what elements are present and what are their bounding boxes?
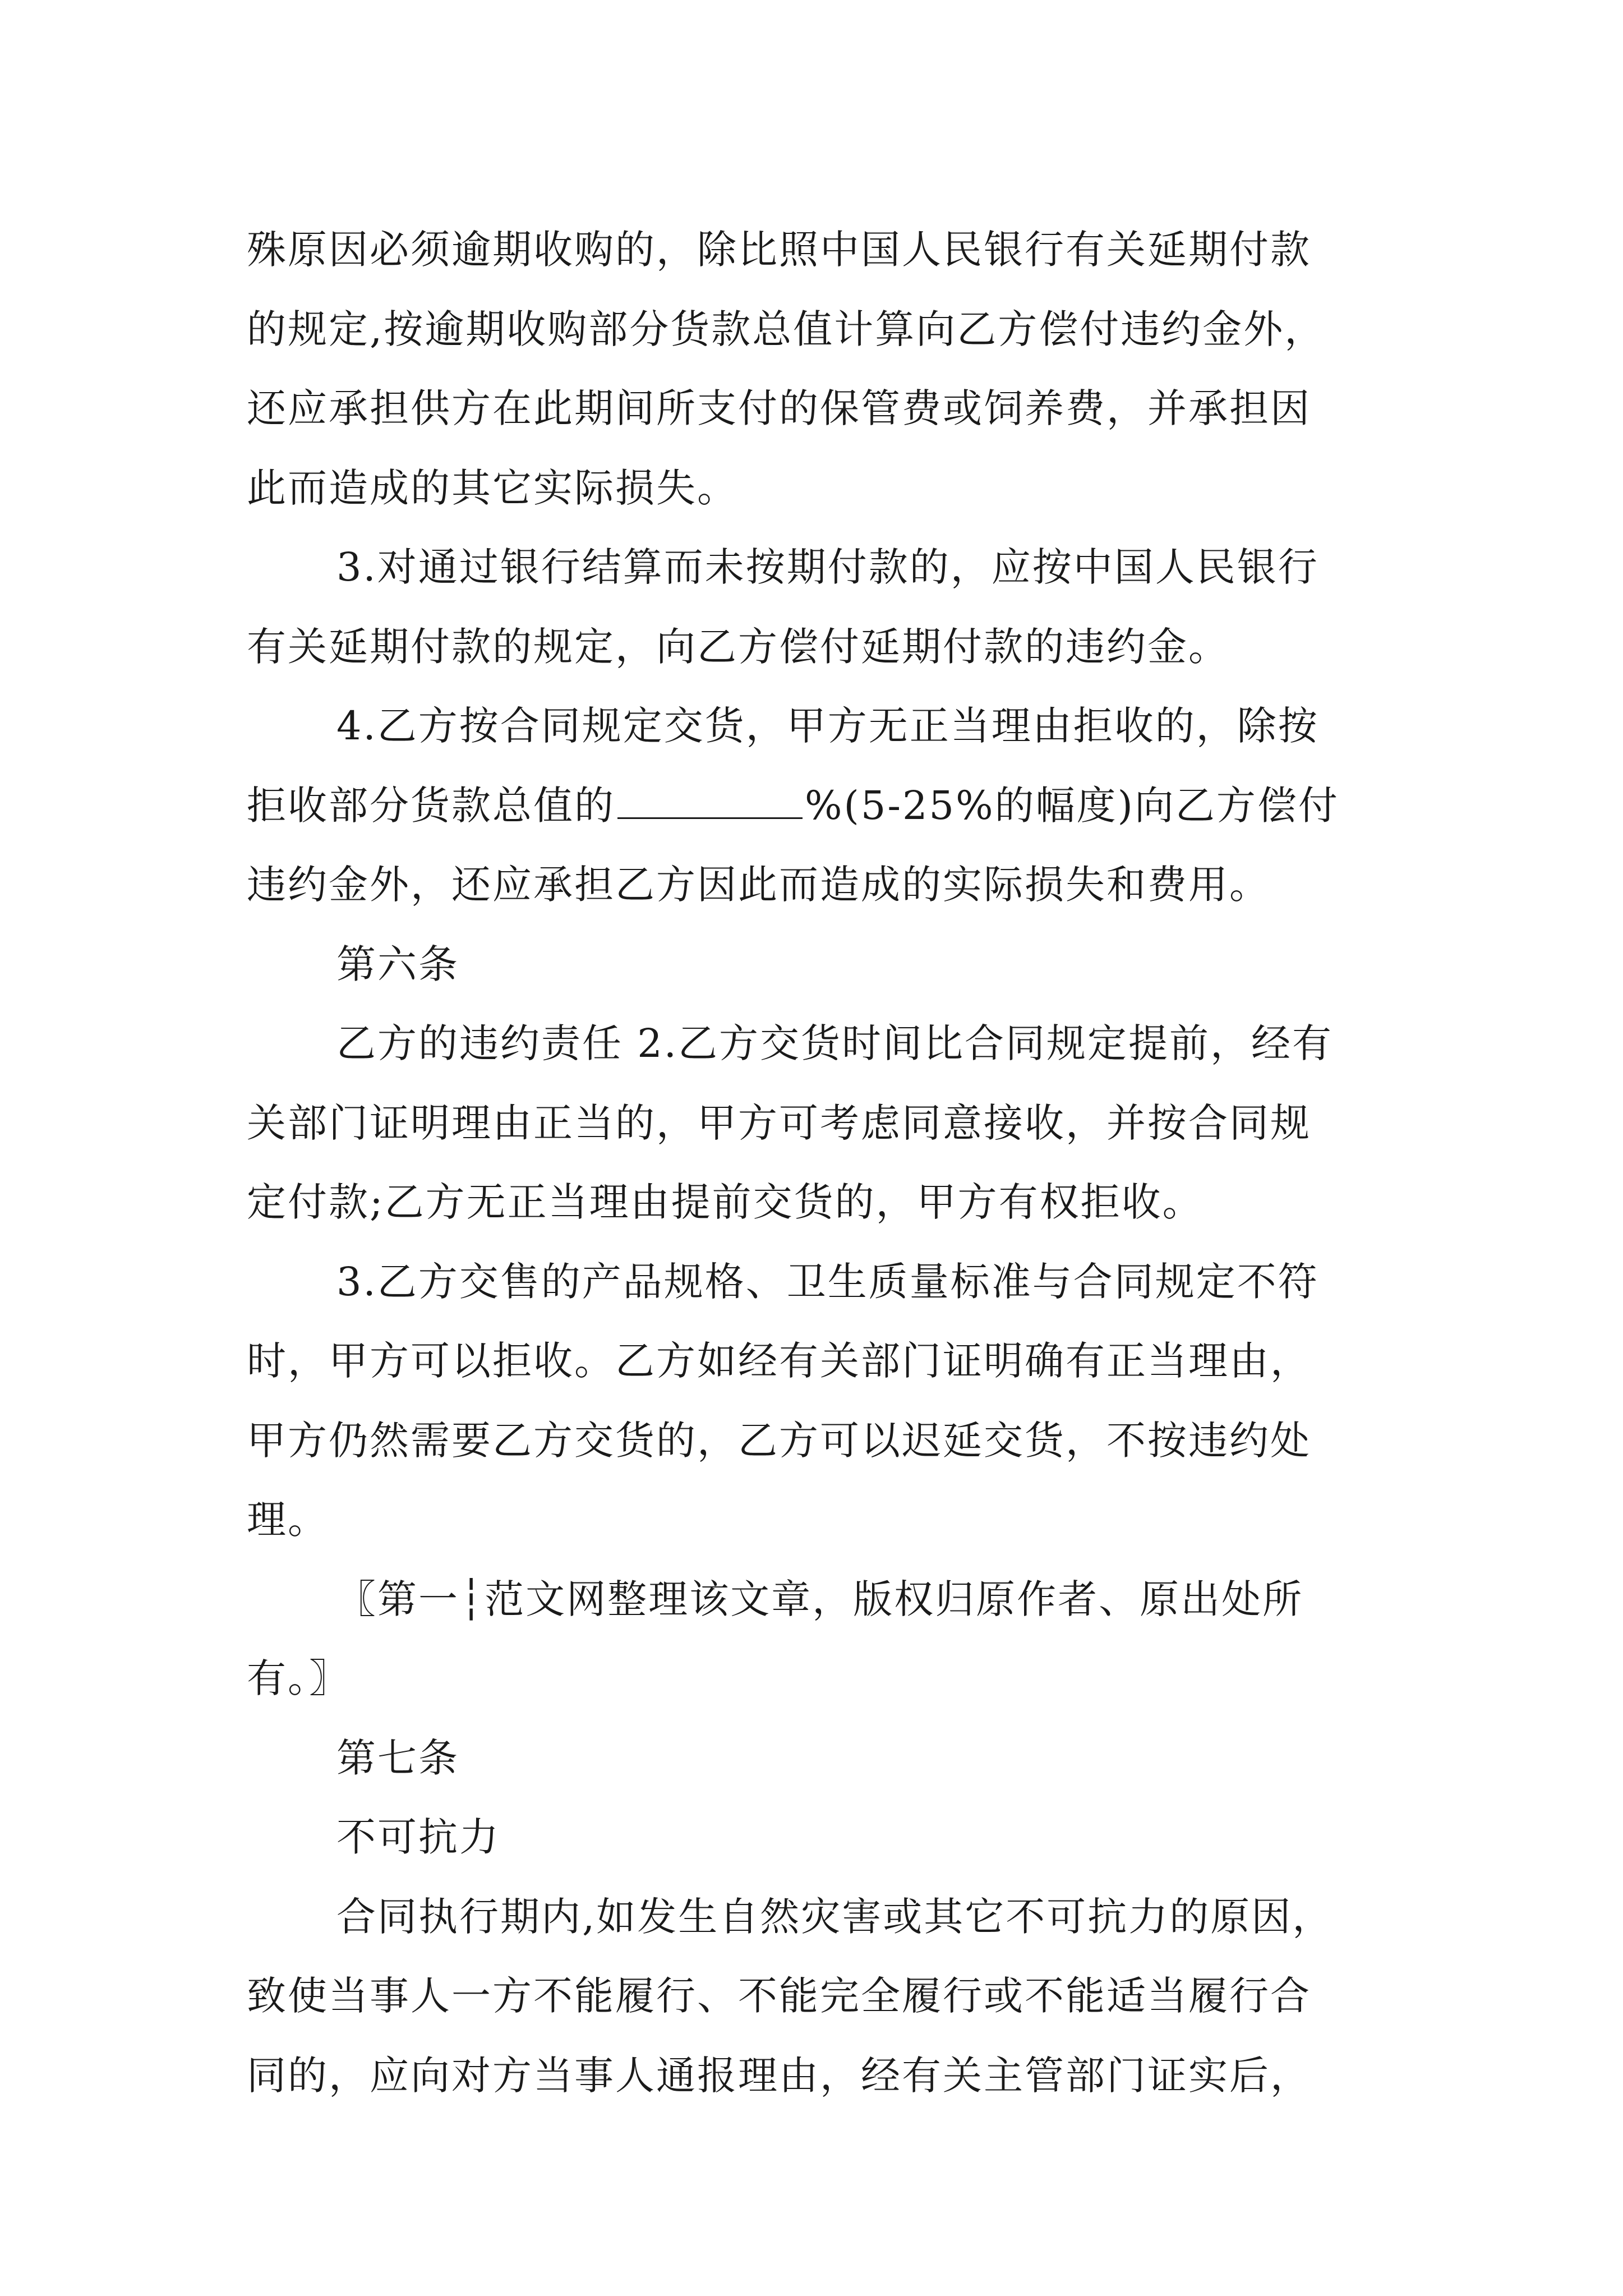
- text-line-with-blank: [247, 766, 1413, 846]
- paragraph-seller-liability: [247, 1004, 1413, 1243]
- text-line: 4.乙方按合同规定交货，甲方无正当理由拒收的，除按: [336, 703, 1319, 749]
- text-line: 关部门证明理由正当的，甲方可考虑同意接收，并按合同规: [247, 1099, 1311, 1146]
- heading-article-6: [247, 925, 1413, 1005]
- text-line: 甲方仍然需要乙方交货的，乙方可以迟延交货，不按违约处: [247, 1417, 1311, 1464]
- text-line: 理。: [247, 1497, 329, 1543]
- text-line: 第六条: [336, 941, 459, 987]
- paragraph-force-majeure: [247, 1878, 1413, 2116]
- text-line: 还应承担供方在此期间所支付的保管费或饲养费，并承担因: [247, 385, 1311, 431]
- text-line: 殊原因必须逾期收购的，除比照中国人民银行有关延期付款: [247, 227, 1311, 273]
- text-before-blank: 拒收部分货款总值的: [247, 782, 615, 829]
- text-line: 合同执行期内,如发生自然灾害或其它不可抗力的原因，: [336, 1893, 1334, 1940]
- paragraph-clause-4-rejection: [247, 687, 1413, 925]
- paragraph-copyright-note: [247, 1560, 1413, 1719]
- text-line: 3.乙方交售的产品规格、卫生质量标准与合同规定不符: [336, 1258, 1319, 1305]
- text-line: 不可抗力: [336, 1814, 500, 1860]
- heading-force-majeure: [247, 1798, 1413, 1878]
- text-line: 有。〗: [247, 1655, 350, 1701]
- paragraph-clause-3-product-spec: [247, 1243, 1413, 1560]
- text-line: 同的，应向对方当事人通报理由，经有关主管部门证实后，: [247, 2052, 1311, 2099]
- document-body: [247, 210, 1413, 2115]
- text-line: 〖第一┆范文网整理该文章，版权归原作者、原出处所: [336, 1576, 1304, 1622]
- heading-article-7: [247, 1719, 1413, 1798]
- fill-in-blank: [617, 783, 803, 819]
- text-line: 致使当事人一方不能履行、不能完全履行或不能适当履行合: [247, 1973, 1311, 2019]
- text-line: 的规定,按逾期收购部分货款总值计算向乙方偿付违约金外，: [247, 306, 1326, 352]
- text-line: 此而造成的其它实际损失。: [247, 464, 738, 511]
- text-line: 时，甲方可以拒收。乙方如经有关部门证明确有正当理由，: [247, 1338, 1311, 1384]
- text-line: 3.对通过银行结算而未按期付款的，应按中国人民银行: [336, 544, 1319, 590]
- text-line: 第七条: [336, 1734, 459, 1781]
- text-after-blank: %(5-25%的幅度)向乙方偿付: [805, 782, 1339, 829]
- paragraph-clause-3-bank-settlement: [247, 528, 1413, 687]
- text-line: 定付款;乙方无正当理由提前交货的，甲方有权拒收。: [247, 1179, 1204, 1225]
- text-line: 有关延期付款的规定，向乙方偿付延期付款的违约金。: [247, 623, 1229, 670]
- text-line: 乙方的违约责任 2.乙方交货时间比合同规定提前，经有: [336, 1020, 1334, 1066]
- paragraph-overdue-purchase: [247, 210, 1413, 528]
- text-line: 违约金外，还应承担乙方因此而造成的实际损失和费用。: [247, 862, 1270, 908]
